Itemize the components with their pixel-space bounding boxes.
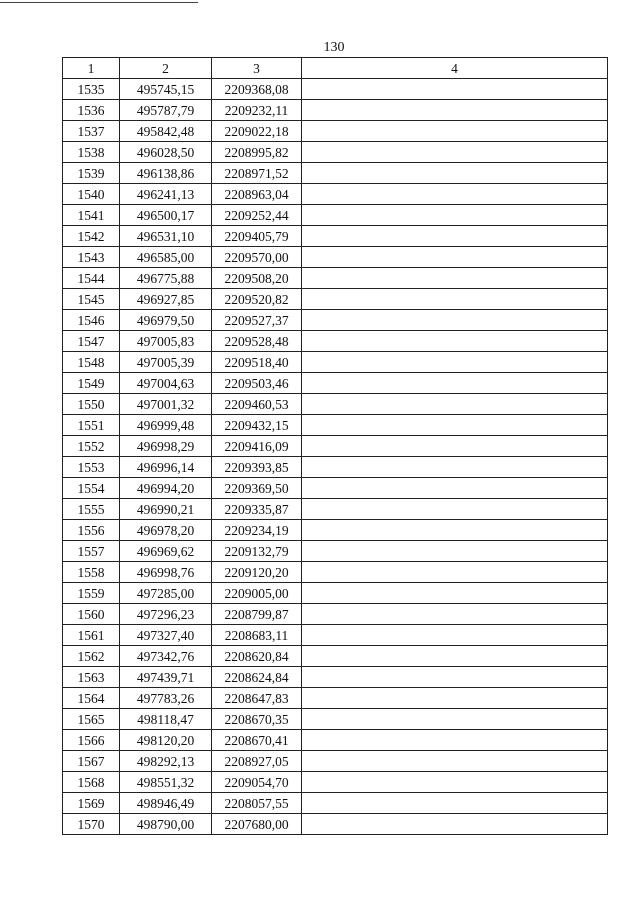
- table-cell: 2208647,83: [212, 688, 302, 709]
- table-cell: 1566: [63, 730, 120, 751]
- table-row: [63, 289, 608, 310]
- table-cell: 497342,76: [120, 646, 212, 667]
- table-cell: 2208057,55: [212, 793, 302, 814]
- table-cell: 2209054,70: [212, 772, 302, 793]
- top-rule: [0, 2, 198, 3]
- table-cell: 1539: [63, 163, 120, 184]
- table-cell: 1551: [63, 415, 120, 436]
- table-cell: 1541: [63, 205, 120, 226]
- table-row: [63, 541, 608, 562]
- table-row: [63, 247, 608, 268]
- column-header: 1: [63, 58, 120, 79]
- table-cell: 2209518,40: [212, 352, 302, 373]
- column-header: 3: [212, 58, 302, 79]
- table-row: [63, 79, 608, 100]
- table-row: [63, 562, 608, 583]
- table-cell: 1538: [63, 142, 120, 163]
- table-row: [63, 646, 608, 667]
- table-cell: 2208799,87: [212, 604, 302, 625]
- table-row: [63, 121, 608, 142]
- table-cell: 1563: [63, 667, 120, 688]
- table-cell: 1540: [63, 184, 120, 205]
- table-cell: 496531,10: [120, 226, 212, 247]
- table-row: [63, 772, 608, 793]
- table-cell: 496241,13: [120, 184, 212, 205]
- table-cell: [302, 436, 608, 457]
- table-row: [63, 814, 608, 835]
- table-cell: 1560: [63, 604, 120, 625]
- table-cell: 2208670,41: [212, 730, 302, 751]
- table-cell: 2209527,37: [212, 310, 302, 331]
- table-cell: 496998,29: [120, 436, 212, 457]
- table-cell: [302, 268, 608, 289]
- table-cell: 497005,39: [120, 352, 212, 373]
- table-cell: 1559: [63, 583, 120, 604]
- table-row: [63, 415, 608, 436]
- table-cell: 2209022,18: [212, 121, 302, 142]
- table-row: [63, 163, 608, 184]
- table-body: [63, 79, 608, 835]
- table-cell: [302, 772, 608, 793]
- table-cell: 1546: [63, 310, 120, 331]
- table-cell: 1568: [63, 772, 120, 793]
- table-cell: 2209252,44: [212, 205, 302, 226]
- table-row: [63, 499, 608, 520]
- table-cell: 2209570,00: [212, 247, 302, 268]
- table-row: [63, 709, 608, 730]
- table-cell: 1544: [63, 268, 120, 289]
- table-cell: 2209508,20: [212, 268, 302, 289]
- table-cell: 1537: [63, 121, 120, 142]
- table-cell: 496500,17: [120, 205, 212, 226]
- table-cell: 496994,20: [120, 478, 212, 499]
- table-cell: 1536: [63, 100, 120, 121]
- table-cell: 1570: [63, 814, 120, 835]
- table-cell: [302, 205, 608, 226]
- column-header: 2: [120, 58, 212, 79]
- table-row: [63, 184, 608, 205]
- table-row: [63, 205, 608, 226]
- table-cell: [302, 730, 608, 751]
- table-cell: [302, 625, 608, 646]
- table-cell: 1562: [63, 646, 120, 667]
- table-row: [63, 457, 608, 478]
- table-cell: 495787,79: [120, 100, 212, 121]
- table-cell: 2209432,15: [212, 415, 302, 436]
- table-cell: [302, 163, 608, 184]
- table-cell: 497439,71: [120, 667, 212, 688]
- table-row: [63, 436, 608, 457]
- table-cell: 2209368,08: [212, 79, 302, 100]
- table-cell: [302, 289, 608, 310]
- table-cell: 2209005,00: [212, 583, 302, 604]
- table-cell: 496998,76: [120, 562, 212, 583]
- table-cell: 2209120,20: [212, 562, 302, 583]
- table-cell: [302, 751, 608, 772]
- table-cell: 497285,00: [120, 583, 212, 604]
- table-cell: 1564: [63, 688, 120, 709]
- table-cell: 1535: [63, 79, 120, 100]
- table-cell: 496996,14: [120, 457, 212, 478]
- column-header: 4: [302, 58, 608, 79]
- table-cell: 1567: [63, 751, 120, 772]
- table-row: [63, 478, 608, 499]
- table-cell: 497001,32: [120, 394, 212, 415]
- table-cell: 1561: [63, 625, 120, 646]
- table-cell: 2209369,50: [212, 478, 302, 499]
- table-cell: 2208670,35: [212, 709, 302, 730]
- table-cell: 498292,13: [120, 751, 212, 772]
- table-cell: [302, 457, 608, 478]
- table-cell: 1548: [63, 352, 120, 373]
- table-cell: 2209405,79: [212, 226, 302, 247]
- table-row: [63, 310, 608, 331]
- table-cell: 2209503,46: [212, 373, 302, 394]
- table-cell: [302, 100, 608, 121]
- table-cell: 2208683,11: [212, 625, 302, 646]
- table-cell: [302, 394, 608, 415]
- table-cell: 496999,48: [120, 415, 212, 436]
- table-row: [63, 331, 608, 352]
- table-row: [63, 583, 608, 604]
- table-cell: 496927,85: [120, 289, 212, 310]
- table-cell: 498551,32: [120, 772, 212, 793]
- table-cell: 2208963,04: [212, 184, 302, 205]
- table-cell: 496990,21: [120, 499, 212, 520]
- table-cell: 2209335,87: [212, 499, 302, 520]
- table-row: [63, 226, 608, 247]
- table-cell: [302, 646, 608, 667]
- table-cell: 1549: [63, 373, 120, 394]
- table-row: [63, 688, 608, 709]
- table-cell: 1554: [63, 478, 120, 499]
- table-cell: [302, 499, 608, 520]
- table-cell: 1555: [63, 499, 120, 520]
- table-cell: 498946,49: [120, 793, 212, 814]
- table-header-row: [63, 58, 608, 79]
- table-cell: [302, 184, 608, 205]
- table-cell: 498120,20: [120, 730, 212, 751]
- table-cell: 497296,23: [120, 604, 212, 625]
- table-cell: [302, 415, 608, 436]
- table-cell: 1543: [63, 247, 120, 268]
- table-row: [63, 793, 608, 814]
- table-cell: [302, 583, 608, 604]
- table-cell: 2207680,00: [212, 814, 302, 835]
- table-row: [63, 100, 608, 121]
- table-cell: [302, 121, 608, 142]
- table-row: [63, 751, 608, 772]
- table-row: [63, 352, 608, 373]
- table-cell: 2208995,82: [212, 142, 302, 163]
- table-cell: 1552: [63, 436, 120, 457]
- table-cell: 496978,20: [120, 520, 212, 541]
- table-cell: 496585,00: [120, 247, 212, 268]
- table-cell: 1569: [63, 793, 120, 814]
- table-cell: [302, 520, 608, 541]
- table-row: [63, 520, 608, 541]
- table-cell: 496028,50: [120, 142, 212, 163]
- table-cell: 496138,86: [120, 163, 212, 184]
- table-cell: 2209234,19: [212, 520, 302, 541]
- table-row: [63, 625, 608, 646]
- table-cell: 1545: [63, 289, 120, 310]
- table-cell: 2209520,82: [212, 289, 302, 310]
- table-cell: 497327,40: [120, 625, 212, 646]
- page-number: 130: [323, 40, 345, 55]
- table-cell: 495745,15: [120, 79, 212, 100]
- table-cell: 1565: [63, 709, 120, 730]
- table-row: [63, 667, 608, 688]
- table-cell: [302, 310, 608, 331]
- table-row: [63, 373, 608, 394]
- table-cell: 1553: [63, 457, 120, 478]
- table-cell: [302, 814, 608, 835]
- table-cell: 497004,63: [120, 373, 212, 394]
- coordinates-table: [62, 57, 608, 835]
- table-cell: [302, 688, 608, 709]
- table-cell: 495842,48: [120, 121, 212, 142]
- table-cell: [302, 478, 608, 499]
- table-cell: 2208927,05: [212, 751, 302, 772]
- table-cell: [302, 352, 608, 373]
- table-row: [63, 268, 608, 289]
- table-cell: [302, 541, 608, 562]
- table-cell: [302, 604, 608, 625]
- table-cell: 2209393,85: [212, 457, 302, 478]
- table-cell: 1558: [63, 562, 120, 583]
- table-cell: [302, 142, 608, 163]
- table-cell: 2209132,79: [212, 541, 302, 562]
- table-cell: 2208971,52: [212, 163, 302, 184]
- table-cell: 497005,83: [120, 331, 212, 352]
- table-cell: 496979,50: [120, 310, 212, 331]
- table-cell: 2209416,09: [212, 436, 302, 457]
- table-cell: [302, 226, 608, 247]
- table-cell: 498118,47: [120, 709, 212, 730]
- table-cell: 2209528,48: [212, 331, 302, 352]
- table-cell: [302, 667, 608, 688]
- table-row: [63, 730, 608, 751]
- table-cell: [302, 709, 608, 730]
- table-cell: 2208620,84: [212, 646, 302, 667]
- table-cell: [302, 247, 608, 268]
- table-cell: 2209232,11: [212, 100, 302, 121]
- table-cell: [302, 793, 608, 814]
- table-cell: 496969,62: [120, 541, 212, 562]
- table-cell: 1557: [63, 541, 120, 562]
- table-cell: [302, 79, 608, 100]
- table-row: [63, 142, 608, 163]
- table-cell: [302, 331, 608, 352]
- table-cell: 2209460,53: [212, 394, 302, 415]
- table-cell: 498790,00: [120, 814, 212, 835]
- table-cell: 1556: [63, 520, 120, 541]
- table-cell: [302, 562, 608, 583]
- table-cell: 496775,88: [120, 268, 212, 289]
- table-cell: 497783,26: [120, 688, 212, 709]
- table-cell: 1542: [63, 226, 120, 247]
- table-row: [63, 604, 608, 625]
- table-cell: 2208624,84: [212, 667, 302, 688]
- table-cell: [302, 373, 608, 394]
- table-cell: 1547: [63, 331, 120, 352]
- table-cell: 1550: [63, 394, 120, 415]
- table-row: [63, 394, 608, 415]
